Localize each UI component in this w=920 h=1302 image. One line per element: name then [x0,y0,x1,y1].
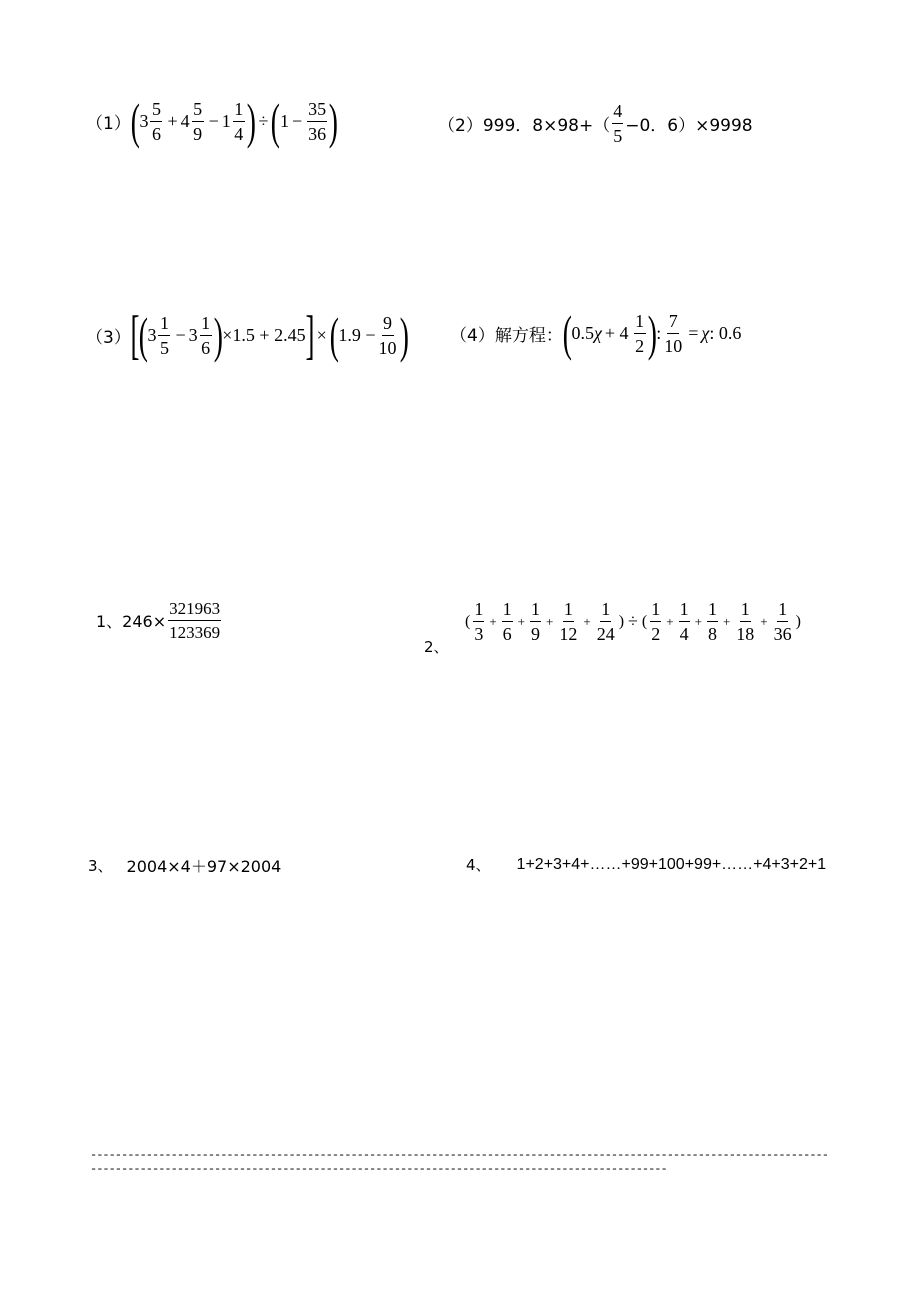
mixed-number-2 [189,314,214,357]
close-bracket: ] [305,305,315,365]
close-paren: ) [328,93,339,149]
open-paren: ( [562,305,572,361]
operator: + [517,613,526,629]
numerator: 5 [150,100,162,122]
fraction [158,314,170,357]
fraction [150,100,162,143]
numerator: 35 [307,100,327,122]
problem-1-label: （1） [86,113,131,134]
fraction [663,312,683,355]
mixed-number-2 [181,100,206,143]
mixed-number-1 [147,314,172,357]
question-1-label: 1、246× [96,612,167,631]
whole: 3 [139,110,149,131]
fraction [233,100,245,143]
fraction [634,312,646,355]
close-paren: ) [618,612,625,630]
number: 0.5 [571,322,594,343]
problem-2-tail: −0．6）×9998 [625,116,753,136]
whole: 3 [188,324,198,345]
problem-2-lead: 999．8×98+（ [482,116,611,136]
mixed-number-3 [222,100,247,143]
numerator: 5 [192,100,204,122]
open-paren: ( [641,612,648,630]
problem-3-lead2: 1.9 − [338,324,376,345]
denominator: 5 [159,337,169,358]
numerator: 1 [679,600,690,622]
numerator: 1 [530,600,541,622]
operator: × [316,324,327,345]
question-2-label: 2、 [424,638,449,656]
problem-1 [86,93,339,149]
problem-3-label: （3） [86,327,131,348]
whole: 1 [221,110,231,131]
numerator: 1 [563,600,574,622]
fraction [558,600,578,643]
operator: + [666,613,674,629]
whole: 3 [147,324,157,345]
denominator: 2 [651,624,661,644]
operator: + [489,613,497,629]
denominator: 10 [664,335,683,356]
ratio-colon: : [656,322,662,343]
fraction [735,600,755,643]
numerator: 1 [707,600,718,622]
operator: − [292,110,303,131]
question-2 [464,600,802,643]
fraction [168,600,221,641]
denominator: 12 [559,624,578,644]
fraction [707,600,718,643]
mixed-number-1 [139,100,164,143]
operator: − [175,324,186,345]
question-2-label-wrap [424,636,449,657]
operator: − [208,110,219,131]
open-bracket: [ [130,305,140,365]
denominator: 6 [201,337,211,358]
problem-2 [438,102,753,145]
numerator: 1 [473,600,484,622]
denominator: 4 [234,123,244,144]
denominator: 3 [474,624,484,644]
problem-2-label: （2） [438,116,483,136]
numerator: 1 [600,600,611,622]
close-paren: ) [246,93,256,149]
question-3 [88,854,281,877]
numerator: 4 [612,102,623,124]
denominator: 36 [308,123,327,144]
denominator: 6 [502,624,512,644]
question-1 [96,600,223,641]
denominator: 5 [613,126,623,146]
numerator: 1 [650,600,661,622]
open-paren: ( [329,307,339,363]
numerator: 7 [667,312,679,334]
operator: + [760,613,768,629]
operator: + [722,613,731,629]
denominator: 6 [151,123,161,144]
number: 1 [280,110,289,131]
denominator: 8 [707,624,717,644]
fraction [773,600,793,643]
equals-sign: = [688,322,699,343]
problem-4-label: （4）解方程： [450,325,563,346]
denominator: 2 [635,335,645,356]
numerator: 9 [382,314,394,336]
operator: + [167,110,178,131]
dashed-divider: -------------------------------------------------------------------------------------------------------------------------------------------------------------------------------------------------------------------- [90,1148,828,1176]
denominator: 36 [773,624,792,644]
numerator: 1 [634,312,646,334]
operator: ÷ [258,110,269,131]
problem-3-mid: ×1.5 + 2.45 [222,324,306,345]
denominator: 4 [679,624,689,644]
operator: + [583,613,591,629]
open-paren: ( [271,93,281,149]
fraction [596,600,616,643]
numerator: 1 [777,600,788,622]
fraction [502,600,513,643]
close-paren: ) [213,307,223,363]
problem-4-tail: : 0.6 [709,322,742,343]
operator: + 4 [604,322,629,343]
question-3-label: 3、 [88,857,113,875]
whole: 4 [180,110,190,131]
problem-3 [86,305,409,365]
fraction [307,100,327,143]
fraction [612,102,623,145]
numerator: 1 [233,100,245,122]
fraction [679,600,690,643]
operator: + [694,613,702,629]
variable-chi: χ [593,322,602,343]
numerator: 321963 [168,600,221,621]
question-3-expr: 2004×4＋97×2004 [126,857,282,876]
denominator: 10 [378,337,397,358]
numerator: 1 [158,314,170,336]
close-paren: ) [795,612,801,630]
open-paren: ( [465,612,471,630]
close-paren: ) [399,307,409,363]
denominator: 9 [193,123,203,144]
fraction [378,314,398,357]
question-4-label: 4、 [466,856,491,874]
question-4-expr: 1+2+3+4+……+99+100+99+……+4+3+2+1 [516,855,827,873]
denominator: 18 [736,624,755,644]
numerator: 1 [502,600,513,622]
numerator: 1 [740,600,751,622]
fraction [200,314,212,357]
open-paren: ( [130,93,140,149]
denominator: 9 [531,624,541,644]
open-paren: ( [138,307,148,363]
denominator: 24 [596,624,615,644]
numerator: 1 [200,314,212,336]
variable-chi: χ [701,322,710,343]
fraction [650,600,661,643]
question-4 [466,854,826,875]
fraction [530,600,541,643]
operator: ÷ [628,611,638,631]
fraction [473,600,484,643]
operator: + [546,613,554,629]
fraction [192,100,204,143]
problem-4 [450,305,742,361]
close-paren: ) [647,305,657,361]
denominator: 123369 [169,623,221,642]
